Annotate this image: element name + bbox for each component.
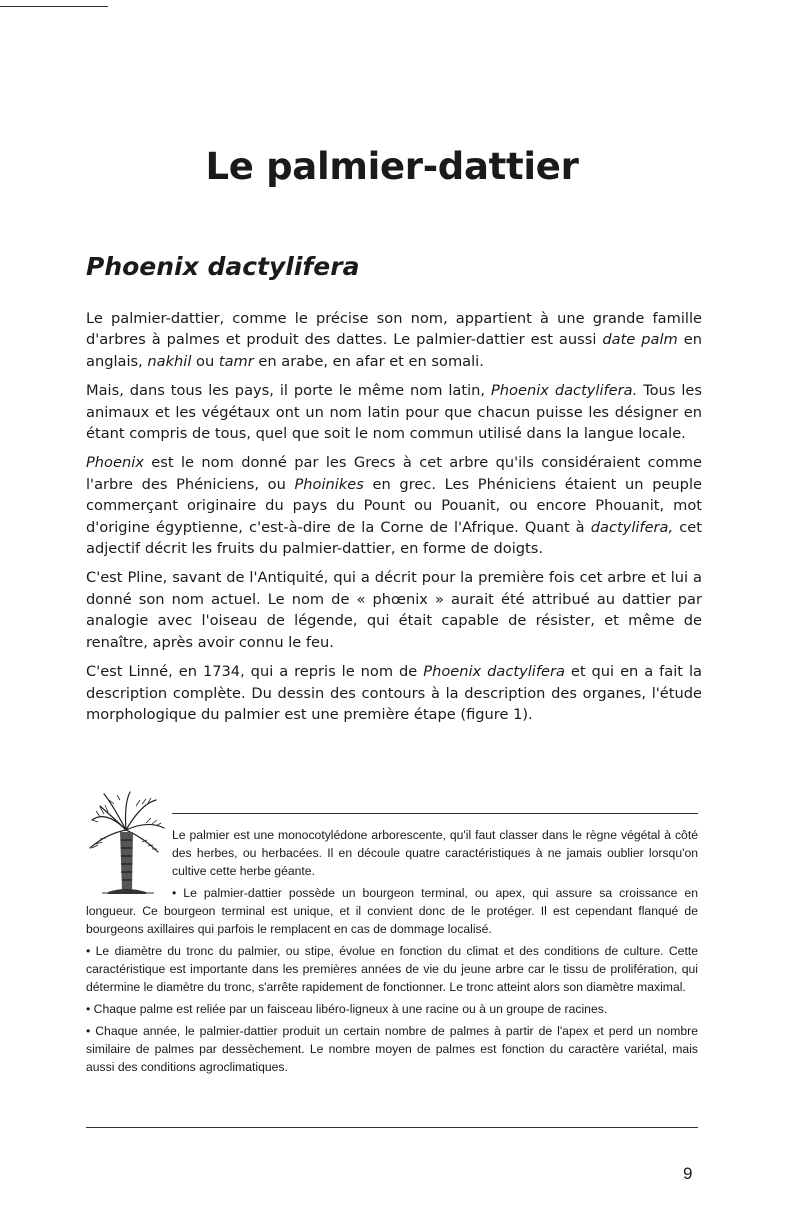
paragraph-2: Mais, dans tous les pays, il porte le même nom latin, Phoenix dactylifera. Tous les animaux et les végétaux ont un nom latin pour que chacun puisse les désigner en étant compris de tous, quel que soit le nom commun utilisé dans la langue locale. bbox=[86, 382, 702, 443]
page-number: 9 bbox=[683, 1164, 693, 1183]
box-bottom-rule bbox=[86, 1127, 698, 1128]
paragraph-1: Le palmier-dattier, comme le précise son nom, appartient à une grande famille d'arbres à palmes et produit des dattes. Le palmier-dattier est aussi date palm en anglais, nakhil ou tamr en arabe, en afar et en somali. bbox=[86, 310, 703, 370]
box-text bbox=[86, 826, 698, 1080]
paragraph-5: C'est Linné, en 1734, qui a repris le nom de Phoenix dactylifera et qui en a fait la description complète. Du dessin des contours à la description des organes, l'étude morphologique du palmier est une première étape (figure 1). bbox=[86, 663, 702, 723]
paragraph-3: Phoenix est le nom donné par les Grecs à cet arbre qu'ils considéraient comme l'arbre des Phéniciens, ou Phoinikes en grec. Les Phéniciens étaient un peuple commerçant originaire du pays du Pount ou Pouanit, ou encore Phouanit, mot d'origine égyptienne, c'est-à-dire de la Corne de l'Afrique. Quant à dactylifera, cet adjectif décrit les fruits du palmier-dattier, en forme de doigts. bbox=[86, 454, 702, 558]
box-intro: Le palmier est une monocotylédone arborescente, qu'il faut classer dans le règne végétal à côté des herbes, ou herbacées. Il en découle quatre caractéristiques à ne jamais oublier lorsqu'on cultive cette herbe géante. bbox=[172, 828, 698, 878]
box-bullet-3: • Chaque palme est reliée par un faisceau libéro-ligneux à une racine ou à un groupe de racines. bbox=[86, 1002, 608, 1016]
species-heading: Phoenix dactylifera bbox=[86, 252, 360, 281]
body-text bbox=[86, 308, 702, 733]
paragraph-4: C'est Pline, savant de l'Antiquité, qui a décrit pour la première fois cet arbre et lui a donné son nom actuel. Le nom de « phœnix » aurait été attribué au dattier par analogie avec l'oiseau de légende, qui était capable de résister, et même de renaître, après avoir connu le feu. bbox=[86, 569, 702, 651]
box-bullet-4: • Chaque année, le palmier-dattier produit un certain nombre de palmes à partir de l'apex et perd un nombre similaire de palmes par dessèchement. Le nombre moyen de palmes est fonction du caractère variétal, mais aussi des conditions agroclimatiques. bbox=[86, 1024, 698, 1074]
box-top-rule bbox=[172, 813, 698, 814]
box-bullet-1: • Le palmier-dattier possède un bourgeon terminal, ou apex, qui assure sa croissance en longueur. Ce bourgeon terminal est unique, et il convient donc de le protéger. Il est cependant flanqué de bourgeons axillaires qui parfois le remplacent en cas de dommage localisé. bbox=[86, 886, 698, 936]
chapter-title: Le palmier-dattier bbox=[205, 145, 579, 188]
box-bullet-2: • Le diamètre du tronc du palmier, ou stipe, évolue en fonction du climat et des conditions de culture. Cette caractéristique est importante dans les premières années de vie du jeune arbre car le tissu de prolifération, qui détermine le diamètre du tronc, s'arrête rapidement de fonctionner. Le tronc atteint alors son diamètre maximal. bbox=[86, 944, 698, 994]
top-rule bbox=[0, 6, 108, 7]
